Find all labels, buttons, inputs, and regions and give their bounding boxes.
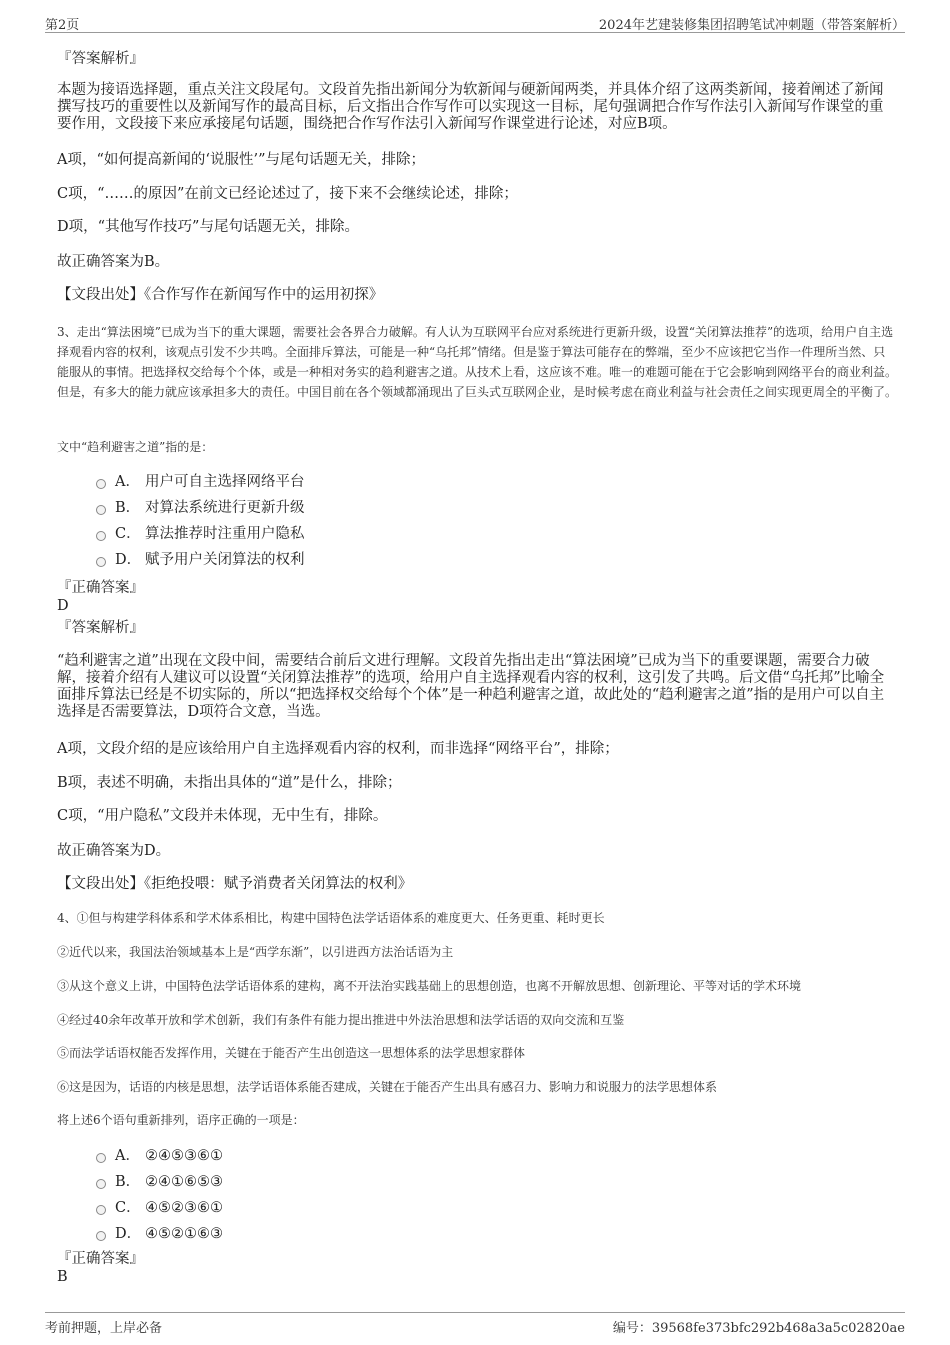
q3-conclusion: 故正确答案为D。	[57, 843, 171, 859]
radio-button-icon[interactable]	[96, 531, 106, 541]
option-key: C．	[115, 1200, 141, 1216]
option-key: C．	[115, 526, 141, 542]
option-text: 赋予用户关闭算法的权利	[145, 552, 305, 568]
page-number: 第2页	[45, 18, 80, 33]
q3-option-b[interactable]	[96, 499, 305, 517]
q3-option-d[interactable]	[96, 551, 305, 569]
option-key: A．	[115, 474, 140, 490]
q4-question: 将上述6个语句重新排列，语序正确的一项是：	[57, 1113, 305, 1127]
document-code: 编号：39568fe373bfc292b468a3a5c02820ae	[612, 1321, 905, 1336]
q3-option-b-note: B项，表述不明确，未指出具体的“道”是什么，排除；	[57, 775, 402, 791]
q4-answer: B	[57, 1269, 68, 1285]
option-key: B．	[115, 500, 141, 516]
radio-button-icon[interactable]	[96, 505, 106, 515]
option-text: 对算法系统进行更新升级	[145, 500, 305, 516]
option-text: ④⑤②①⑥③	[145, 1226, 223, 1242]
option-key: D．	[115, 1226, 142, 1242]
radio-button-icon[interactable]	[96, 1205, 106, 1215]
q4-option-d[interactable]	[96, 1225, 223, 1243]
q2-analysis-label: 『答案解析』	[57, 51, 144, 67]
option-text: ④⑤②③⑥①	[145, 1200, 223, 1216]
radio-button-icon[interactable]	[96, 1231, 106, 1241]
document-title: 2024年艺建装修集团招聘笔试冲刺题（带答案解析）	[598, 18, 905, 33]
q2-conclusion: 故正确答案为B。	[57, 254, 170, 270]
radio-button-icon[interactable]	[96, 557, 106, 567]
option-key: A．	[115, 1148, 140, 1164]
q2-option-a-note: A项，“如何提高新闻的‘说服性’”与尾句话题无关，排除；	[57, 152, 426, 168]
q3-option-a[interactable]	[96, 473, 305, 491]
q4-sentence-2: ②近代以来，我国法治领域基本上是“西学东渐”，以引进西方法治话语为主	[57, 945, 454, 959]
q2-option-d-note: D项，“其他写作技巧”与尾句话题无关，排除。	[57, 219, 359, 235]
q4-sentence-3: ③从这个意义上讲，中国特色法学话语体系的建构，离不开法治实践基础上的思想创造，也离不开解放思想、创新理论、平等对话的学术环境	[57, 979, 802, 993]
footer-slogan: 考前押题，上岸必备	[45, 1321, 163, 1336]
option-key: D．	[115, 552, 142, 568]
radio-button-icon[interactable]	[96, 1179, 106, 1189]
q4-option-b[interactable]	[96, 1173, 223, 1191]
radio-button-icon[interactable]	[96, 479, 106, 489]
q3-analysis-text: “趋利避害之道”出现在文段中间，需要结合前后文进行理解。文段首先指出走出“算法困境”已成为当下的重要课题，需要合力破解，接着介绍有人建议可以设置“关闭算法推荐”的选项，给用户自主选择观看内容的权利，这引发了共鸣。后文借“乌托邦”比喻全面排斥算法已经是不切实际的，所以“把选择权交给每个个体”是一种趋利避害之道，故此处的“趋利避害之道”指的是用户可以自主选择是否需要算法，D项符合文意，当选。	[57, 653, 885, 720]
q4-sentence-1: 4、①但与构建学科体系和学术体系相比，构建中国特色法学话语体系的难度更大、任务更重、耗时更长	[57, 911, 605, 925]
option-key: B．	[115, 1174, 141, 1190]
q3-answer: D	[57, 598, 69, 614]
q2-option-c-note: C项，“……的原因”在前文已经论述过了，接下来不会继续论述，排除；	[57, 186, 518, 202]
q2-source: 【文段出处】《合作写作在新闻写作中的运用初探》	[57, 287, 384, 303]
q4-answer-label: 『正确答案』	[57, 1251, 144, 1267]
q3-option-c[interactable]	[96, 525, 305, 543]
q3-stem: 3、走出“算法困境”已成为当下的重大课题，需要社会各界合力破解。有人认为互联网平台应对系统进行更新升级，设置“关闭算法推荐”的选项，给用户自主选择观看内容的权利，该观点引发不少共鸣。全面排斥算法，可能是一种“乌托邦”情绪。但是鉴于算法可能存在的弊端，至少不应该把它当作一件理所当然、只能服从的事情。把选择权交给每个个体，或是一种相对务实的趋利避害之道。从技术上看，这应该不难。唯一的难题可能在于它会影响到网络平台的商业利益。但是，有多大的能力就应该承担多大的责任。中国目前在各个领域都涌现出了巨头式互联网企业，是时候考虑在商业利益与社会责任之间实现更周全的平衡了。	[57, 325, 898, 399]
option-text: ②④①⑥⑤③	[145, 1174, 223, 1190]
option-text: 算法推荐时注重用户隐私	[145, 526, 305, 542]
q3-source: 【文段出处】《拒绝投喂：赋予消费者关闭算法的权利》	[57, 876, 413, 892]
q4-sentence-6: ⑥这是因为，话语的内核是思想，法学话语体系能否建成，关键在于能否产生出具有感召力、影响力和说服力的法学思想体系	[57, 1080, 718, 1094]
page-header	[45, 12, 905, 33]
q4-sentence-5: ⑤而法学话语权能否发挥作用，关键在于能否产生出创造这一思想体系的法学思想家群体	[57, 1046, 526, 1060]
radio-button-icon[interactable]	[96, 1153, 106, 1163]
q3-answer-label: 『正确答案』	[57, 580, 144, 596]
option-text: 用户可自主选择网络平台	[145, 474, 305, 490]
q3-option-c-note: C项，“用户隐私”文段并未体现，无中生有，排除。	[57, 808, 388, 824]
q3-analysis-label: 『答案解析』	[57, 620, 144, 636]
q4-sentence-4: ④经过40余年改革开放和学术创新，我们有条件有能力提出推进中外法治思想和法学话语的双向交流和互鉴	[57, 1013, 625, 1027]
q4-option-a[interactable]	[96, 1147, 223, 1165]
q3-question: 文中“趋利避害之道”指的是：	[57, 440, 214, 454]
page-footer	[45, 1312, 905, 1335]
q4-option-c[interactable]	[96, 1199, 223, 1217]
option-text: ②④⑤③⑥①	[145, 1148, 223, 1164]
q3-option-a-note: A项，文段介绍的是应该给用户自主选择观看内容的权利，而非选择“网络平台”，排除；	[57, 741, 619, 757]
q2-analysis-text: 本题为接语选择题，重点关注文段尾句。文段首先指出新闻分为软新闻与硬新闻两类，并具体介绍了这两类新闻，接着阐述了新闻撰写技巧的重要性以及新闻写作的最高目标，后文指出合作写作可以实现这一目标，尾句强调把合作写作法引入新闻写作课堂的重要作用，文段接下来应承接尾句话题，围绕把合作写作法引入新闻写作课堂进行论述，对应B项。	[57, 82, 884, 132]
